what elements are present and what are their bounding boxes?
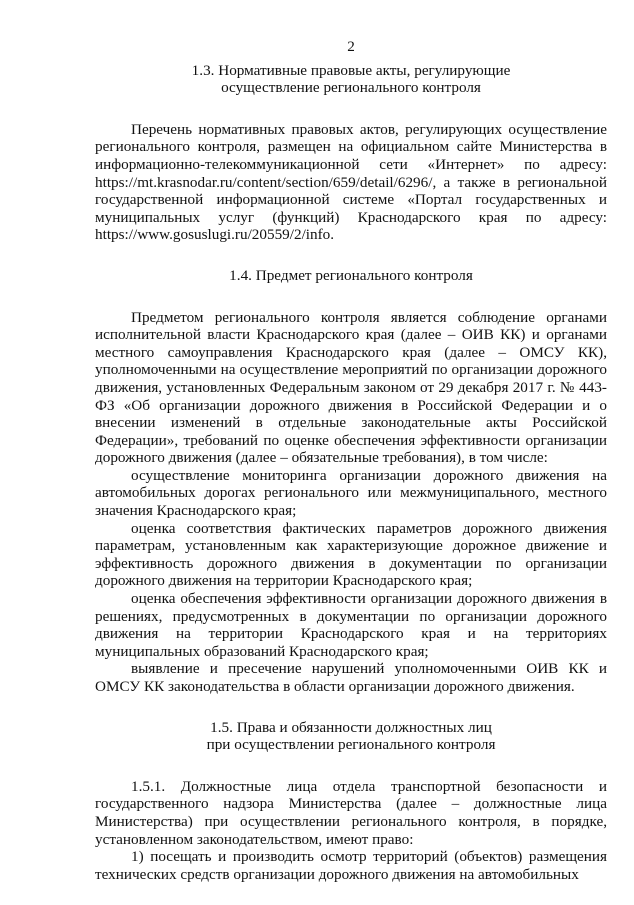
document-page <box>95 38 607 883</box>
section-1-5 <box>95 719 607 884</box>
section-1-4-paragraph: выявление и пресечение нарушений уполномоченными ОИВ КК и ОМСУ КК законодательства в области организации дорожного движения. <box>95 660 607 695</box>
section-1-5-paragraph: 1) посещать и производить осмотр территорий (объектов) размещения технических средств организации дорожного движения на автомобильных <box>95 848 607 883</box>
section-1-4-paragraph: Предметом регионального контроля является соблюдение органами исполнительной власти Краснодарского края (далее – ОИВ КК) и органами местного самоуправления Краснодарского края (далее – ОМСУ КК), уполномоченными на осуществление мероприятий по организации дорожного движения, установленных Федеральным законом от 29 декабря 2017 г. № 443-ФЗ «Об организации дорожного движения в Российской Федерации и о внесении изменений в отдельные законодательные акты Российской Федерации», требований по оценке обеспечения эффективности организации дорожного движения (далее – обязательные требования), в том числе: <box>95 308 607 467</box>
section-1-4-heading: 1.4. Предмет регионального контроля <box>229 266 473 284</box>
section-1-4-paragraph: оценка обеспечения эффективности организации дорожного движения в решениях, предусмотренных в документации по организации дорожного движения на территории Краснодарского края и на территориях муниципальных образований Краснодарского края; <box>95 590 607 660</box>
section-1-3-heading-line2: осуществление регионального контроля <box>221 79 481 97</box>
section-1-4 <box>95 267 607 696</box>
section-1-3-paragraph: Перечень нормативных правовых актов, регулирующих осуществление регионального контроля, размещен на официальном сайте Министерства в информационно-телекоммуникационной сети «Интернет» по адресу: https://mt.krasnodar.ru/content/section/659/detail/6296/, а также в региональной государственной информационной системе «Портал государственных и муниципальных услуг (функций) Краснодарского края по адресу: https://www.gosuslugi.ru/20559/2/info. <box>95 120 607 244</box>
section-1-5-heading-line2: при осуществлении регионального контроля <box>206 736 496 754</box>
section-1-4-paragraph: осуществление мониторинга организации дорожного движения на автомобильных дорогах регионального или межмуниципального, местного значения Краснодарского края; <box>95 466 607 520</box>
section-1-3 <box>95 62 607 244</box>
section-1-3-heading-line1: 1.3. Нормативные правовые акты, регулирующие <box>191 61 511 79</box>
section-1-4-paragraph: оценка соответствия фактических параметров дорожного движения параметрам, установленным как характеризующие дорожное движение и эффективность дорожного движения в документации по организации дорожного движения на территории Краснодарского края; <box>95 519 607 590</box>
page-number: 2 <box>347 38 355 55</box>
section-1-5-paragraph: 1.5.1. Должностные лица отдела транспортной безопасности и государственного надзора Министерства (далее – должностные лица Министерства) при осуществлении регионального контроля, в порядке, установленном законодательством, имеют право: <box>95 777 607 848</box>
section-1-5-heading-line1: 1.5. Права и обязанности должностных лиц <box>210 718 492 736</box>
